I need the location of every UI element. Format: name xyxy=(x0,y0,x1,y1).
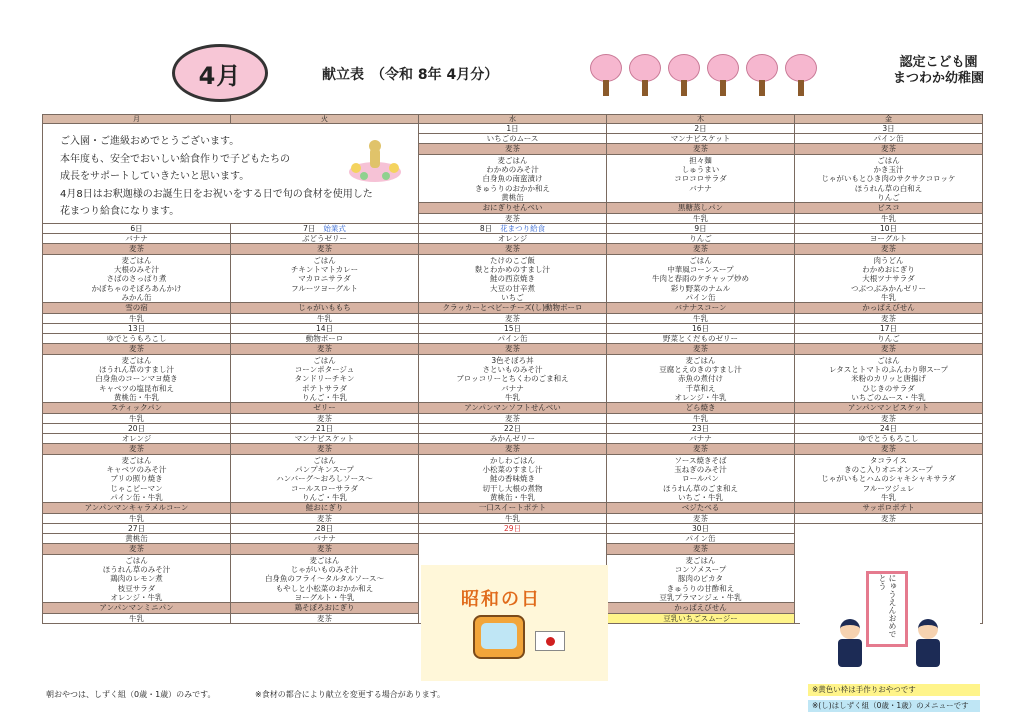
drink2-cell: 牛乳 xyxy=(231,314,419,324)
cherry-tree-icon xyxy=(590,54,622,98)
drink2-cell: 麦茶 xyxy=(607,514,795,524)
date-cell: 3日 xyxy=(795,124,983,134)
snack2-cell-handmade: どら焼き xyxy=(607,403,795,414)
date-cell: 17日 xyxy=(795,324,983,334)
drink2-cell: 牛乳 xyxy=(419,514,607,524)
showa-day-title: 昭和の日 xyxy=(461,589,541,610)
school-name: 認定こども園 まつわか幼稚園 xyxy=(893,55,985,86)
lunch-menu-cell: 担々麺 しゅうまい コロコロサラダ バナナ xyxy=(607,155,795,203)
drink1-cell: 麦茶 xyxy=(43,444,231,455)
date-cell: 15日 xyxy=(419,324,607,334)
day-header-thu: 木 xyxy=(607,115,795,124)
snack2-cell-handmade: 鮭おにぎり xyxy=(231,503,419,514)
drink1-cell: 麦茶 xyxy=(419,444,607,455)
snack2-cell: おにぎりせんべい xyxy=(419,203,607,214)
date-cell: 20日 xyxy=(43,424,231,434)
snack1-cell: ぶどうゼリー xyxy=(231,234,419,244)
snack1-cell: パイン缶 xyxy=(419,334,607,344)
lunch-menu-cell: ごはん ほうれん草のみそ汁 鶏肉のレモン煮 枝豆サラダ オレンジ・牛乳 xyxy=(43,555,231,603)
snack1-cell: バナナ xyxy=(607,434,795,444)
lunch-menu-cell: 麦ごはん じゃがいものみそ汁 白身魚のフライ～タルタルソース～ もやしと小松菜のおかか和え ヨーグルト・牛乳 xyxy=(231,555,419,603)
month-label: 4月 xyxy=(198,61,242,90)
drink2-cell: 麦茶 xyxy=(795,314,983,324)
snack1-cell: オレンジ xyxy=(419,234,607,244)
snack1-cell: りんご xyxy=(607,234,795,244)
drink1-cell: 麦茶 xyxy=(795,444,983,455)
drink2-cell-handmade: 豆乳いちごスムージー xyxy=(607,614,795,624)
drink2-cell: 麦茶 xyxy=(231,614,419,624)
cherry-tree-icon xyxy=(707,54,739,98)
greeting-message: ご入園・ご進級おめでとうございます。 本年度も、安全でおいしい給食作りで子どもたちの 成長をサポートしていきたいと思います。 4月8日はお釈迦様のお誕生日をお祝いをする日で旬の食材を使用した 花まつり給食になります。 xyxy=(60,136,373,217)
date-cell: 1日 xyxy=(419,124,607,134)
showa-day-illustration xyxy=(421,565,608,681)
snack2-cell: かっぱえびせん xyxy=(795,303,983,314)
snack1-cell: バナナ xyxy=(231,534,419,544)
date-cell: 27日 xyxy=(43,524,231,534)
snack2-cell: かっぱえびせん xyxy=(607,603,795,614)
snack1-cell: バナナ xyxy=(43,234,231,244)
cherry-tree-icon xyxy=(785,54,817,98)
drink1-cell: 麦茶 xyxy=(419,144,607,155)
date-cell: 28日 xyxy=(231,524,419,534)
date-cell: 13日 xyxy=(43,324,231,334)
legend-shizuku: ※(し)はしずく組（0歳・1歳）のメニューです xyxy=(808,700,980,712)
date-cell: 9日 xyxy=(607,224,795,234)
day-header-wed: 水 xyxy=(419,115,607,124)
lunch-menu-cell: 麦ごはん キャベツのみそ汁 ブリの照り焼き じゃこピーマン パイン缶・牛乳 xyxy=(43,455,231,503)
drink2-cell: 牛乳 xyxy=(795,214,983,224)
snack2-cell-handmade: じゃがいももち xyxy=(231,303,419,314)
lunch-menu-cell: ごはん パンプキンスープ ハンバーグ～おろしソース～ コールスローサラダ りんご・牛乳 xyxy=(231,455,419,503)
snack1-cell: いちごのムース xyxy=(419,134,607,144)
drink1-cell: 麦茶 xyxy=(419,344,607,355)
drink2-cell: 麦茶 xyxy=(419,414,607,424)
lunch-menu-cell: ごはん レタスとトマトのふんわり卵スープ 米粉のカリッと唐揚げ ひじきのサラダ いちごのムース・牛乳 xyxy=(795,355,983,403)
event-label: 始業式 xyxy=(323,224,346,234)
day-header-mon: 月 xyxy=(43,115,231,124)
snack2-cell: ビスコ xyxy=(795,203,983,214)
snack1-cell: みかんゼリー xyxy=(419,434,607,444)
lunch-menu-cell: タコライス きのこ入りオニオンスープ じゃがいもとハムのシャキシャキサラダ フルーツジュレ 牛乳 xyxy=(795,455,983,503)
snack2-cell: クラッカーとベビーチーズ(し)動物ボーロ xyxy=(419,303,607,314)
lunch-menu-cell: かしわごはん 小松菜のすまし汁 鮭の香味焼き 切干し大根の煮物 黄桃缶・牛乳 xyxy=(419,455,607,503)
lunch-menu-cell: ごはん コーンポタージュ タンドリーチキン ポテトサラダ りんご・牛乳 xyxy=(231,355,419,403)
date-cell: 23日 xyxy=(607,424,795,434)
lunch-menu-cell: 麦ごはん コンソメスープ 豚肉のピカタ きゅうりの甘酢和え 豆乳プラマンジェ・牛乳 xyxy=(607,555,795,603)
snack2-cell: アンパンマンミニパン xyxy=(43,603,231,614)
snack2-cell-handmade: 鶏そぼろおにぎり xyxy=(231,603,419,614)
day-header-tue: 火 xyxy=(231,115,419,124)
snack2-cell: 雪の宿 xyxy=(43,303,231,314)
date-cell-holiday: 29日 xyxy=(419,524,607,534)
date-cell: 16日 xyxy=(607,324,795,334)
cherry-tree-icon xyxy=(746,54,778,98)
snack1-cell: ゆでとうもろこし xyxy=(795,434,983,444)
event-label: 花まつり給食 xyxy=(500,224,546,234)
date-cell: 6日 xyxy=(43,224,231,234)
snack1-cell: りんご xyxy=(795,334,983,344)
drink2-cell: 牛乳 xyxy=(43,514,231,524)
snack1-cell: オレンジ xyxy=(43,434,231,444)
drink1-cell: 麦茶 xyxy=(43,544,231,555)
cherry-tree-icon xyxy=(629,54,661,98)
drink2-cell: 牛乳 xyxy=(607,214,795,224)
lunch-menu-cell: ごはん 中華風コーンスープ 牛肉と春雨のケチャップ炒め 彩り野菜のナムル パイン缶 xyxy=(607,255,795,303)
snack1-cell: マンナビスケット xyxy=(607,134,795,144)
footer-note-changes: ※食材の都合により献立を変更する場合があります。 xyxy=(255,690,446,699)
drink2-cell: 牛乳 xyxy=(43,314,231,324)
snack2-cell: ゼリー xyxy=(231,403,419,414)
snack1-cell: 黄桃缶 xyxy=(43,534,231,544)
date-cell: 8日 花まつり給食 xyxy=(419,224,607,234)
lunch-menu-cell: ごはん チキントマトカレー マカロニサラダ フルーツヨーグルト xyxy=(231,255,419,303)
snack2-cell-handmade: バナナスコーン xyxy=(607,303,795,314)
legend-handmade: ※黄色い枠は手作りおやつです xyxy=(808,684,980,696)
footer-note-morning-snack: 朝おやつは、しずく組（0歳・1歳）のみです。 xyxy=(46,690,216,699)
date-cell: 2日 xyxy=(607,124,795,134)
snack1-cell: 動物ボーロ xyxy=(231,334,419,344)
date-cell: 30日 xyxy=(607,524,795,534)
snack2-cell: ベジたべる xyxy=(607,503,795,514)
entrance-banner: にゅうえんおめでとう xyxy=(866,571,908,647)
drink1-cell: 麦茶 xyxy=(795,344,983,355)
japan-flag-icon xyxy=(535,631,565,651)
drink2-cell: 麦茶 xyxy=(795,414,983,424)
drink1-cell: 麦茶 xyxy=(607,244,795,255)
drink1-cell: 麦茶 xyxy=(607,144,795,155)
entrance-illustration xyxy=(800,565,980,681)
lunch-menu-cell: 麦ごはん 大根のみそ汁 さばのさっぱり煮 かぼちゃのそぼろあんかけ みかん缶 xyxy=(43,255,231,303)
date-cell: 22日 xyxy=(419,424,607,434)
drink2-cell: 牛乳 xyxy=(43,614,231,624)
lunch-menu-cell: たけのこご飯 麩とわかめのすまし汁 鮭の西京焼き 大豆の甘辛煮 いちご xyxy=(419,255,607,303)
drink2-cell: 牛乳 xyxy=(607,314,795,324)
snack1-cell: マンナビスケット xyxy=(231,434,419,444)
snack2-cell-handmade: 一口スイートポテト xyxy=(419,503,607,514)
cherry-tree-icon xyxy=(668,54,700,98)
lunch-menu-cell: 麦ごはん わかめのみそ汁 白身魚の南蛮漬け きゅうりのおかか和え 黄桃缶 xyxy=(419,155,607,203)
page-title: 献立表 （令和 8年 4月分） xyxy=(322,67,499,83)
drink1-cell: 麦茶 xyxy=(795,244,983,255)
drink1-cell: 麦茶 xyxy=(231,444,419,455)
drink2-cell: 牛乳 xyxy=(43,414,231,424)
drink2-cell: 麦茶 xyxy=(231,514,419,524)
drink2-cell: 麦茶 xyxy=(795,514,983,524)
month-badge xyxy=(172,44,268,102)
drink1-cell: 麦茶 xyxy=(419,244,607,255)
lunch-menu-cell: 麦ごはん 豆腐とえのきのすまし汁 赤魚の煮付け 千草和え オレンジ・牛乳 xyxy=(607,355,795,403)
date-cell: 24日 xyxy=(795,424,983,434)
snack2-cell: アンパンマンキャラメルコーン xyxy=(43,503,231,514)
snack1-cell: パイン缶 xyxy=(795,134,983,144)
snack2-cell: サッポロポテト xyxy=(795,503,983,514)
date-cell: 21日 xyxy=(231,424,419,434)
drink1-cell: 麦茶 xyxy=(607,544,795,555)
cherry-trees-decoration xyxy=(590,54,817,98)
drink1-cell: 麦茶 xyxy=(231,544,419,555)
lunch-menu-cell: 肉うどん わかめおにぎり 大根ツナサラダ つぶつぶみかんゼリー 牛乳 xyxy=(795,255,983,303)
tv-icon xyxy=(473,615,525,659)
drink1-cell: 麦茶 xyxy=(607,344,795,355)
drink1-cell: 麦茶 xyxy=(231,344,419,355)
drink2-cell: 麦茶 xyxy=(419,314,607,324)
drink2-cell: 麦茶 xyxy=(419,214,607,224)
drink1-cell: 麦茶 xyxy=(607,444,795,455)
snack1-cell: パイン缶 xyxy=(607,534,795,544)
drink2-cell: 麦茶 xyxy=(231,414,419,424)
snack1-cell: ゆでとうもろこし xyxy=(43,334,231,344)
date-cell: 7日 始業式 xyxy=(231,224,419,234)
snack1-cell: ヨーグルト xyxy=(795,234,983,244)
snack2-cell-handmade: 黒糖蒸しパン xyxy=(607,203,795,214)
date-cell: 14日 xyxy=(231,324,419,334)
drink2-cell: 牛乳 xyxy=(607,414,795,424)
child-icon xyxy=(836,619,864,675)
buddha-flower-icon xyxy=(346,138,404,184)
day-header-fri: 金 xyxy=(795,115,983,124)
lunch-menu-cell: ごはん かき玉汁 じゃがいもとひき肉のサクサクコロッケ ほうれん草の白和え りんご xyxy=(795,155,983,203)
snack1-cell: 野菜とくだものゼリー xyxy=(607,334,795,344)
drink1-cell: 麦茶 xyxy=(43,244,231,255)
snack2-cell: スティックパン xyxy=(43,403,231,414)
lunch-menu-cell: 麦ごはん ほうれん草のすまし汁 白身魚のコーンマヨ焼き キャベツの塩昆布和え 黄桃缶・牛乳 xyxy=(43,355,231,403)
child-icon xyxy=(914,619,942,675)
lunch-menu-cell: ソース焼きそば 玉ねぎのみそ汁 ロールパン ほうれん草のごま和え いちご・牛乳 xyxy=(607,455,795,503)
snack2-cell: アンパンマンソフトせんべい xyxy=(419,403,607,414)
drink1-cell: 麦茶 xyxy=(795,144,983,155)
date-cell: 10日 xyxy=(795,224,983,234)
lunch-menu-cell: 3色そぼろ丼 さといものみそ汁 ブロッコリーとちくわのごま和え バナナ 牛乳 xyxy=(419,355,607,403)
drink1-cell: 麦茶 xyxy=(43,344,231,355)
snack2-cell: アンパンマンビスケット xyxy=(795,403,983,414)
drink1-cell: 麦茶 xyxy=(231,244,419,255)
